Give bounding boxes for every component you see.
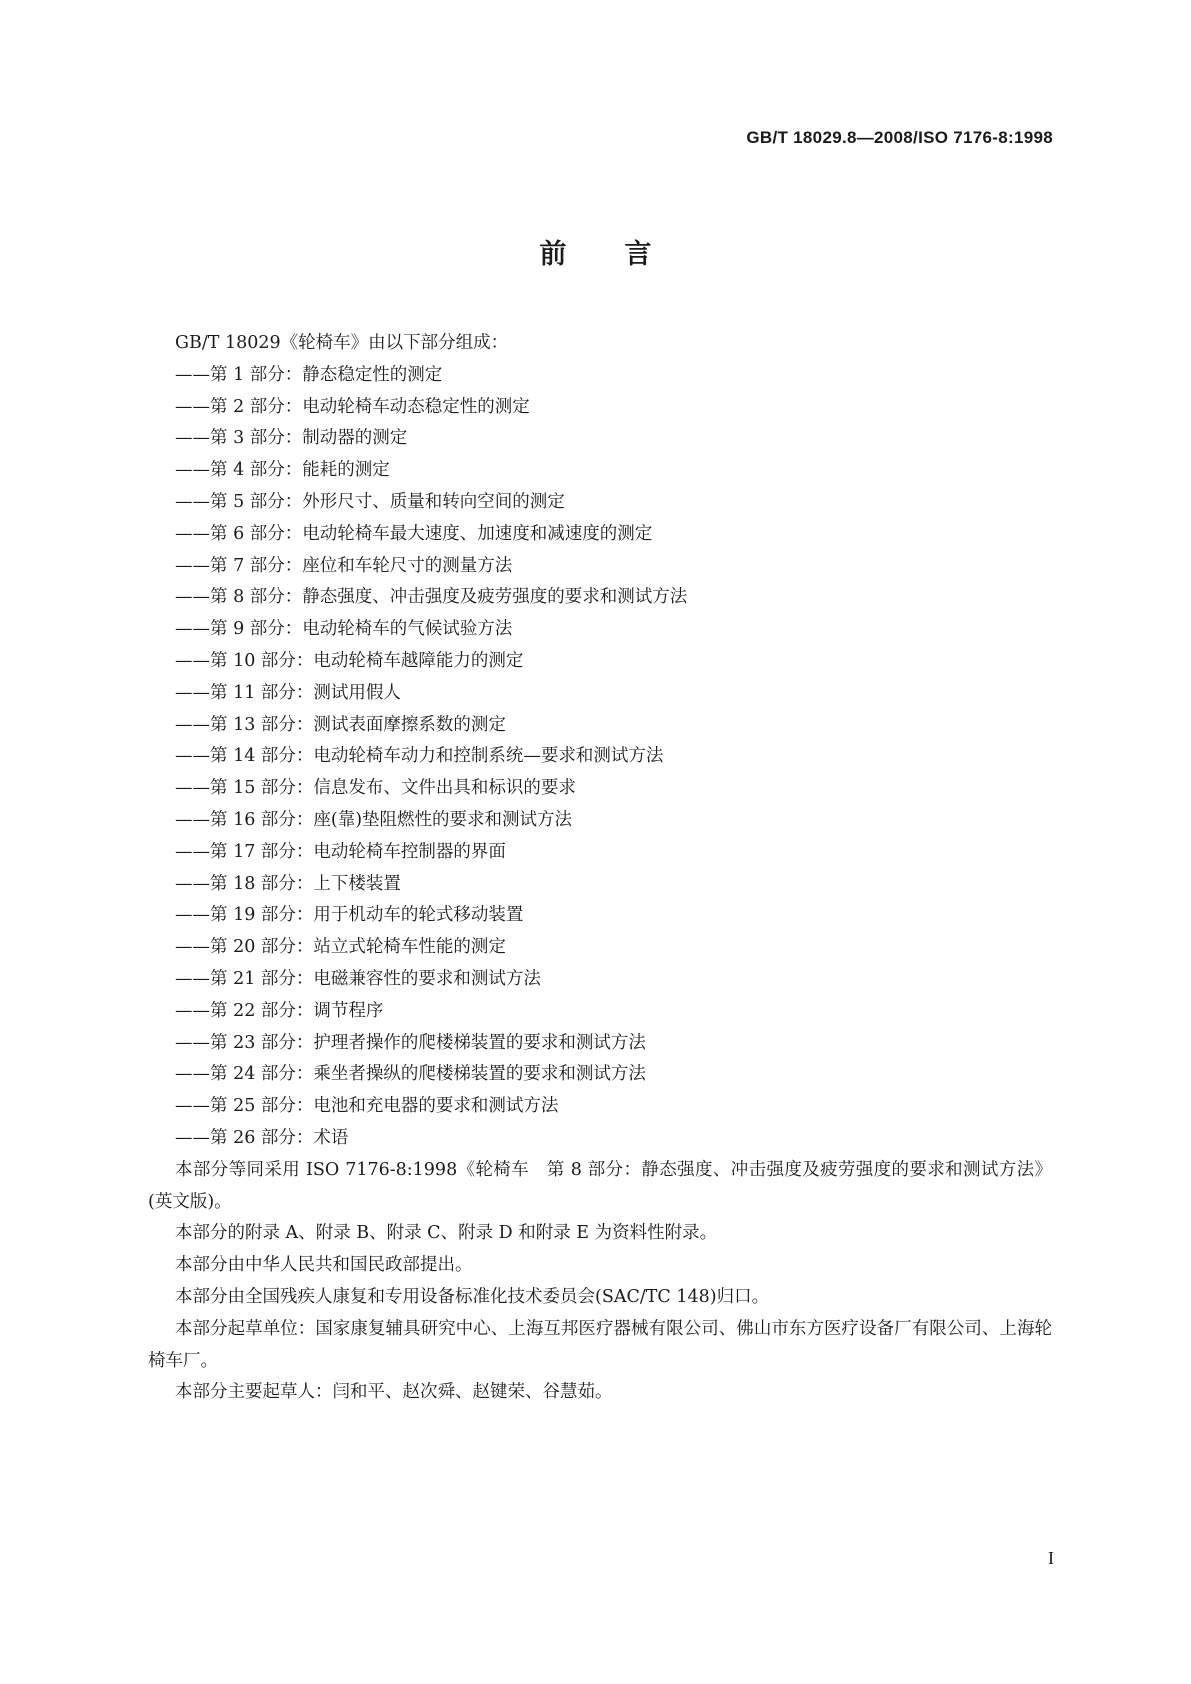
list-item: ——第 7 部分：座位和车轮尺寸的测量方法 [175,555,513,576]
list-item: ——第 4 部分：能耗的测定 [175,460,390,481]
list-item: ——第 22 部分：调节程序 [175,1000,384,1021]
parts-list [148,360,1052,1155]
list-item: ——第 21 部分：电磁兼容性的要求和测试方法 [175,968,541,989]
list-item: ——第 8 部分：静态强度、冲击强度及疲劳强度的要求和测试方法 [175,587,688,608]
list-item: ——第 16 部分：座(靠)垫阻燃性的要求和测试方法 [175,809,573,830]
list-item: ——第 18 部分：上下楼装置 [175,873,401,894]
paragraph-proposer: 本部分由中华人民共和国民政部提出。 [175,1255,473,1276]
list-item: ——第 6 部分：电动轮椅车最大速度、加速度和减速度的测定 [175,523,653,544]
list-item: ——第 9 部分：电动轮椅车的气候试验方法 [175,619,513,640]
list-item: ——第 23 部分：护理者操作的爬楼梯装置的要求和测试方法 [175,1032,646,1053]
page-number: I [1048,1548,1054,1568]
intro-line: GB/T 18029《轮椅车》由以下部分组成： [175,333,509,353]
list-item: ——第 14 部分：电动轮椅车动力和控制系统—要求和测试方法 [175,746,664,767]
paragraph-committee: 本部分由全国残疾人康复和专用设备标准化技术委员会(SAC/TC 148)归口。 [175,1286,770,1307]
list-item: ——第 20 部分：站立式轮椅车性能的测定 [175,937,506,958]
foreword-body [148,328,1052,1409]
list-item: ——第 11 部分：测试用假人 [175,682,401,703]
paragraph-drafting-units: 本部分起草单位：国家康复辅具研究中心、上海互邦医疗器械有限公司、佛山市东方医疗设备厂有限公司、上海轮椅车厂。 [148,1318,1052,1371]
list-item: ——第 2 部分：电动轮椅车动态稳定性的测定 [175,396,530,417]
list-item: ——第 10 部分：电动轮椅车越障能力的测定 [175,650,524,671]
list-item: ——第 17 部分：电动轮椅车控制器的界面 [175,841,506,862]
list-item: ——第 19 部分：用于机动车的轮式移动装置 [175,905,524,926]
list-item: ——第 1 部分：静态稳定性的测定 [175,364,443,385]
list-item: ——第 25 部分：电池和充电器的要求和测试方法 [175,1096,559,1117]
list-item: ——第 13 部分：测试表面摩擦系数的测定 [175,714,506,735]
list-item: ——第 5 部分：外形尺寸、质量和转向空间的测定 [175,491,565,512]
standard-code-header: GB/T 18029.8—2008/ISO 7176-8:1998 [746,128,1053,147]
list-item: ——第 15 部分：信息发布、文件出具和标识的要求 [175,778,576,799]
list-item: ——第 24 部分：乘坐者操纵的爬楼梯装置的要求和测试方法 [175,1064,646,1085]
page-title: 前言 [539,239,710,270]
paragraph-adoption: 本部分等同采用 ISO 7176-8:1998《轮椅车 第 8 部分：静态强度、冲击强度及疲劳强度的要求和测试方法》(英文版)。 [148,1159,1052,1212]
list-item: ——第 26 部分：术语 [175,1127,349,1148]
list-item: ——第 3 部分：制动器的测定 [175,428,408,449]
paragraph-drafters: 本部分主要起草人：闫和平、赵次舜、赵键荣、谷慧茹。 [175,1382,613,1403]
paragraph-annexes: 本部分的附录 A、附录 B、附录 C、附录 D 和附录 E 为资料性附录。 [175,1223,718,1244]
